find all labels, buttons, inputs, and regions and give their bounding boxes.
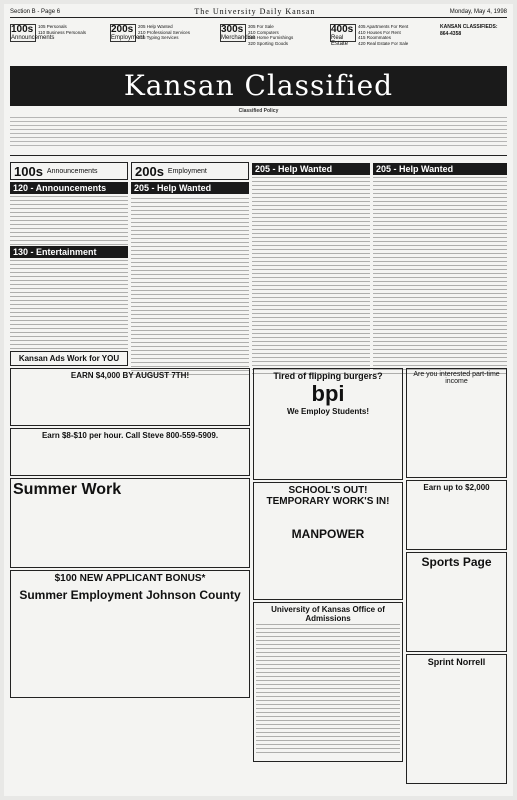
heading-help-wanted: 205 - Help Wanted [373,163,507,175]
newspaper-page [4,4,513,796]
category-number: 100s Announcements [11,24,55,41]
ad-sports-page: Sports Page [406,552,507,652]
ad-ku-admissions: University of Kansas Office of Admissions [253,602,403,762]
category-number: 400s Real Estate [330,24,356,42]
category-items: 305 For Sale 310 Computers 315 Home Furnishings 320 Sporting Goods [248,24,294,46]
ad-sprint: Sprint Norrell [406,654,507,784]
paper-name: The University Daily Kansan [194,7,316,16]
ad-earn-hourly: Earn $8-$10 per hour. Call Steve 800-559-5909. [10,428,250,476]
heading-entertainment: 130 - Entertainment [10,246,128,258]
display-ads [10,366,507,786]
category-items: 105 Personals 110 Business Personals [38,24,86,35]
category-100s [10,24,86,42]
category-items: 405 Apartments For Rent 410 Houses For Rent 415 Roommates 420 Real Estate For Sale [358,24,409,46]
heading-help-wanted: 205 - Help Wanted [252,163,370,175]
section-label: Section B - Page 6 [10,8,61,15]
classified-phone: KANSAN CLASSIFIEDS: 864-4358 [440,24,498,37]
category-number: 300s Merchandise [221,24,256,41]
heading-help-wanted: 205 - Help Wanted [131,182,249,194]
category-number: 200s Employment [111,24,145,41]
ad-bpi: Tired of flipping burgers? bpi We Employ Students! [253,368,403,480]
category-index [10,20,507,64]
category-300s [220,24,293,47]
policy-title: Classified Policy [238,108,279,114]
ad-earn: EARN $4,000 BY AUGUST 7TH! [10,368,250,426]
heading-announcements: 120 - Announcements [10,182,128,194]
ads-left [10,366,250,786]
ad-new-applicant: $100 NEW APPLICANT BONUS* Summer Employment Johnson County [10,570,250,698]
issue-date: Monday, May 4, 1998 [449,8,507,15]
section-announcements: 100s Announcements [10,162,128,180]
ad-manpower: SCHOOL'S OUT! TEMPORARY WORK'S IN! MANPOWER [253,482,403,600]
page-header [10,6,507,18]
ad-earn-2000: Earn up to $2,000 [406,480,507,550]
classified-policy [10,108,507,156]
category-items: 205 Help Wanted 210 Professional Services 215 Typing Services [138,24,191,41]
category-400s [330,24,408,47]
page-title: Kansan Classified [10,66,507,106]
ads-right [406,366,507,786]
ads-center [253,366,403,786]
ad-kansan-ads: Kansan Ads Work for YOU [10,351,128,366]
category-200s [110,24,190,42]
ad-summer-work: Summer Work [10,478,250,568]
ad-part-time: Are you interested part-time income [406,368,507,478]
section-employment: 200s Employment [131,162,249,180]
